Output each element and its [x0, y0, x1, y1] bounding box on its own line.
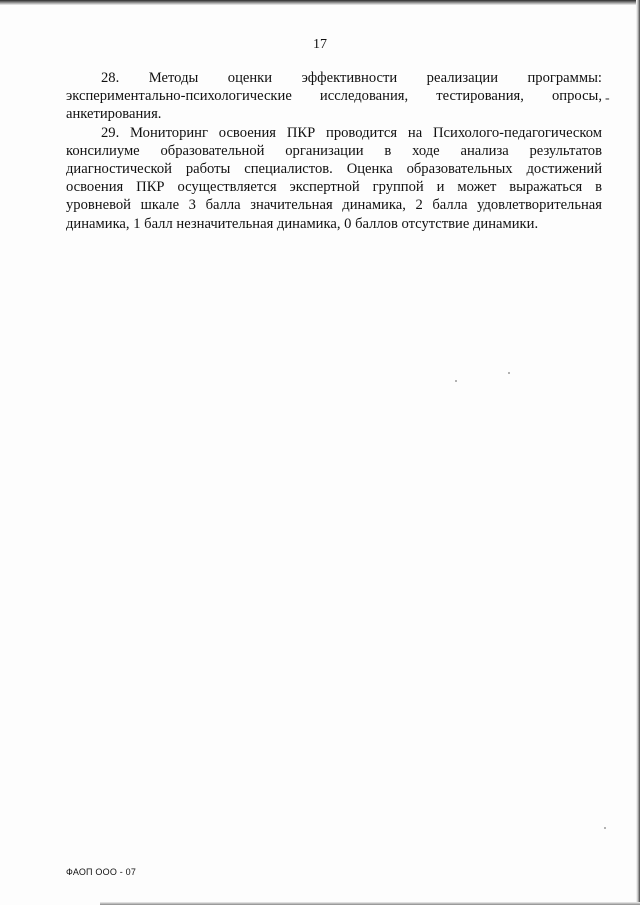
- paragraph-line: консилиуме образовательной организации в ходе анализа результатов: [66, 142, 602, 159]
- paragraph-line: 29. Мониторинг освоения ПКР проводится на Психолого-педагогическом: [101, 124, 602, 141]
- body-text: [66, 69, 602, 233]
- page-number: 17: [313, 37, 327, 52]
- paragraph-28: [66, 69, 602, 124]
- scan-dash-mark: -: [605, 91, 610, 106]
- scan-speck: [455, 380, 457, 382]
- paragraph-line: 28. Методы оценки эффективности реализации программы:: [101, 70, 602, 86]
- paragraph-line: анкетирования.: [66, 106, 162, 123]
- scan-edge-right: [636, 0, 640, 905]
- scan-speck: [508, 372, 510, 374]
- scan-speck: [604, 827, 606, 829]
- paragraph-line: диагностической работы специалистов. Оценка образовательных достижений: [66, 161, 602, 178]
- scan-edge-top: [0, 0, 640, 5]
- paragraph-line: уровневой шкале 3 балла значительная динамика, 2 балла удовлетворительная: [66, 197, 602, 214]
- paragraph-line: динамика, 1 балл незначительная динамика, 0 баллов отсутствие динамики.: [66, 215, 539, 232]
- paragraph-29: [66, 124, 602, 233]
- footer-document-code: ФАОП ООО - 07: [66, 867, 137, 877]
- paragraph-line: освоения ПКР осуществляется экспертной группой и может выражаться в: [66, 179, 602, 196]
- paragraph-line: экспериментально-психологические исследования, тестирования, опросы,: [66, 88, 602, 105]
